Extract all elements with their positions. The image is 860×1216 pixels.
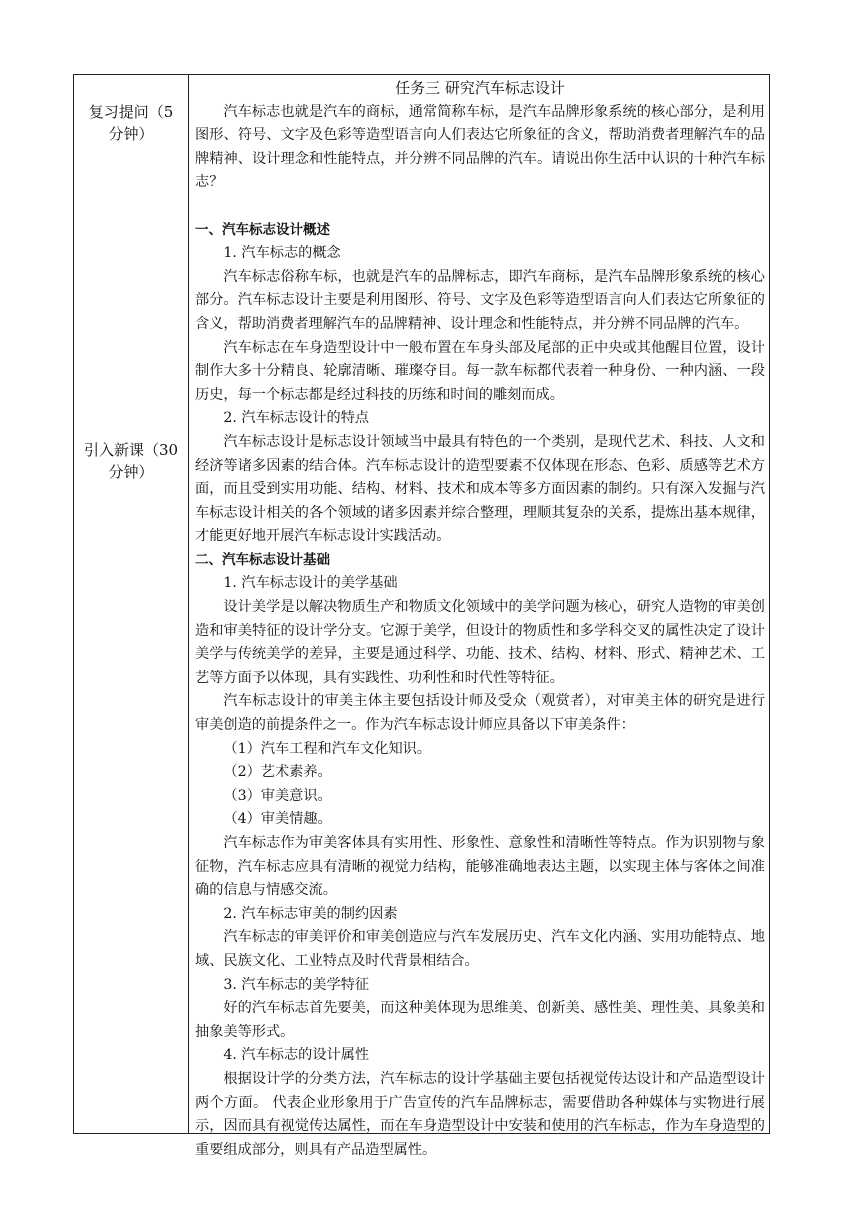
lesson-title: 任务三 研究汽车标志设计 (395, 79, 565, 97)
paragraph: 汽车标志的审美评价和审美创造应与汽车发展历史、汽车文化内涵、实用功能特点、地域、民族文化、工业特点及时代背景相结合。 (195, 929, 765, 969)
lesson-table (73, 74, 770, 1158)
column-divider (188, 75, 189, 1133)
subheading-design-attributes: 4. 汽车标志的设计属性 (223, 1047, 370, 1064)
paragraph: 汽车标志设计是标志设计领域当中最具有特色的一个类别，是现代艺术、科技、人文和经济等诸多因素的结合体。汽车标志设计的造型要素不仅体现在形态、色彩、质感等艺术方面，而且受到实用功能、结构、材料、技术和成本等多方面因素的制约。只有深入发掘与汽车标志设计相关的各个领域的诸多因素并综合整理，理顺其复杂的关系，提炼出基本规律，才能更好地开展汽车标志设计实践活动。 (195, 433, 765, 545)
paragraph: 汽车标志作为审美客体具有实用性、形象性、意象性和清晰性等特点。作为识别物与象征物，汽车标志应具有清晰的视觉力结构，能够准确地表达主题，以实现主体与客体之间准确的信息与情感交流。 (195, 835, 765, 899)
intro-paragraph: 汽车标志也就是汽车的商标，通常简称车标，是汽车品牌形象系统的核心部分，是利用图形、符号、文字及色彩等造型语言向人们表达它所象征的含义，帮助消费者理解汽车的品牌精神、设计理念和性能特点，并分辨不同品牌的汽车。请说出你生活中认识的十种汽车标志？ (195, 103, 765, 191)
section-heading-1: 一、汽车标志设计概述 (195, 221, 330, 238)
spacer (195, 195, 765, 219)
paragraph: 好的汽车标志首先要美，而这种美体现为思维美、创新美、感性美、理性美、具象美和抽象美等形式。 (195, 1000, 765, 1040)
review-label: 复习提问（5 分钟） (88, 103, 174, 143)
subheading-constraints: 2. 汽车标志审美的制约因素 (223, 905, 398, 922)
paragraph: 汽车标志俗称车标，也就是汽车的品牌标志，即汽车商标，是汽车品牌形象系统的核心部分。汽车标志设计主要是利用图形、符号、文字及色彩等造型语言向人们表达它所象征的含义，帮助消费者理解汽车的品牌精神、设计理念和性能特点，并分辨不同品牌的汽车。 (195, 268, 765, 332)
paragraph: 设计美学是以解决物质生产和物质文化领域中的美学问题为核心，研究人造物的审美创造和审美特征的设计学分支。它源于美学，但设计的物质性和多学科交叉的属性决定了设计美学与传统美学的差异，主要是通过科学、功能、技术、结构、材料、形式、精神艺术、工艺等方面予以体现，具有实践性、功利性和时代性等特征。 (195, 599, 765, 686)
paragraph: 根据设计学的分类方法，汽车标志的设计学基础主要包括视觉传达设计和产品造型设计两个方面。 代表企业形象用于广告宣传的汽车品牌标志，需要借助各种媒体与实物进行展示，因而具有视觉传达属性，而在车身造型设计中安装和使用的汽车标志，作为车身造型的重要组成部分，则具有产品造型属性。 (195, 1070, 765, 1158)
section-heading-2: 二、汽车标志设计基础 (195, 551, 330, 568)
subheading-aesthetic-features: 3. 汽车标志的美学特征 (223, 976, 370, 993)
list-item: （1）汽车工程和汽车文化知识。 (223, 740, 432, 757)
list-item: （3）审美意识。 (223, 787, 332, 804)
list-item: （2）艺术素养。 (223, 764, 332, 781)
list-item: （4）审美情趣。 (223, 811, 332, 828)
subheading-concept: 1. 汽车标志的概念 (223, 245, 341, 262)
subheading-aesthetics: 1. 汽车标志设计的美学基础 (223, 575, 398, 592)
lesson-content (195, 77, 765, 1162)
paragraph: 汽车标志在车身造型设计中一般布置在车身头部及尾部的正中央或其他醒目位置，设计制作大多十分精良、轮廓清晰、璀璨夺目。每一款车标都代表着一种身份、一种内涵、一段历史，每一个标志都是经过科技的历练和时间的雕刻而成。 (195, 339, 765, 403)
subheading-features: 2. 汽车标志设计的特点 (223, 410, 370, 427)
intro-label: 引入新课（30 分钟） (83, 441, 179, 481)
paragraph: 汽车标志设计的审美主体主要包括设计师及受众（观赏者），对审美主体的研究是进行审美创造的前提条件之一。作为汽车标志设计师应具备以下审美条件： (195, 693, 765, 734)
